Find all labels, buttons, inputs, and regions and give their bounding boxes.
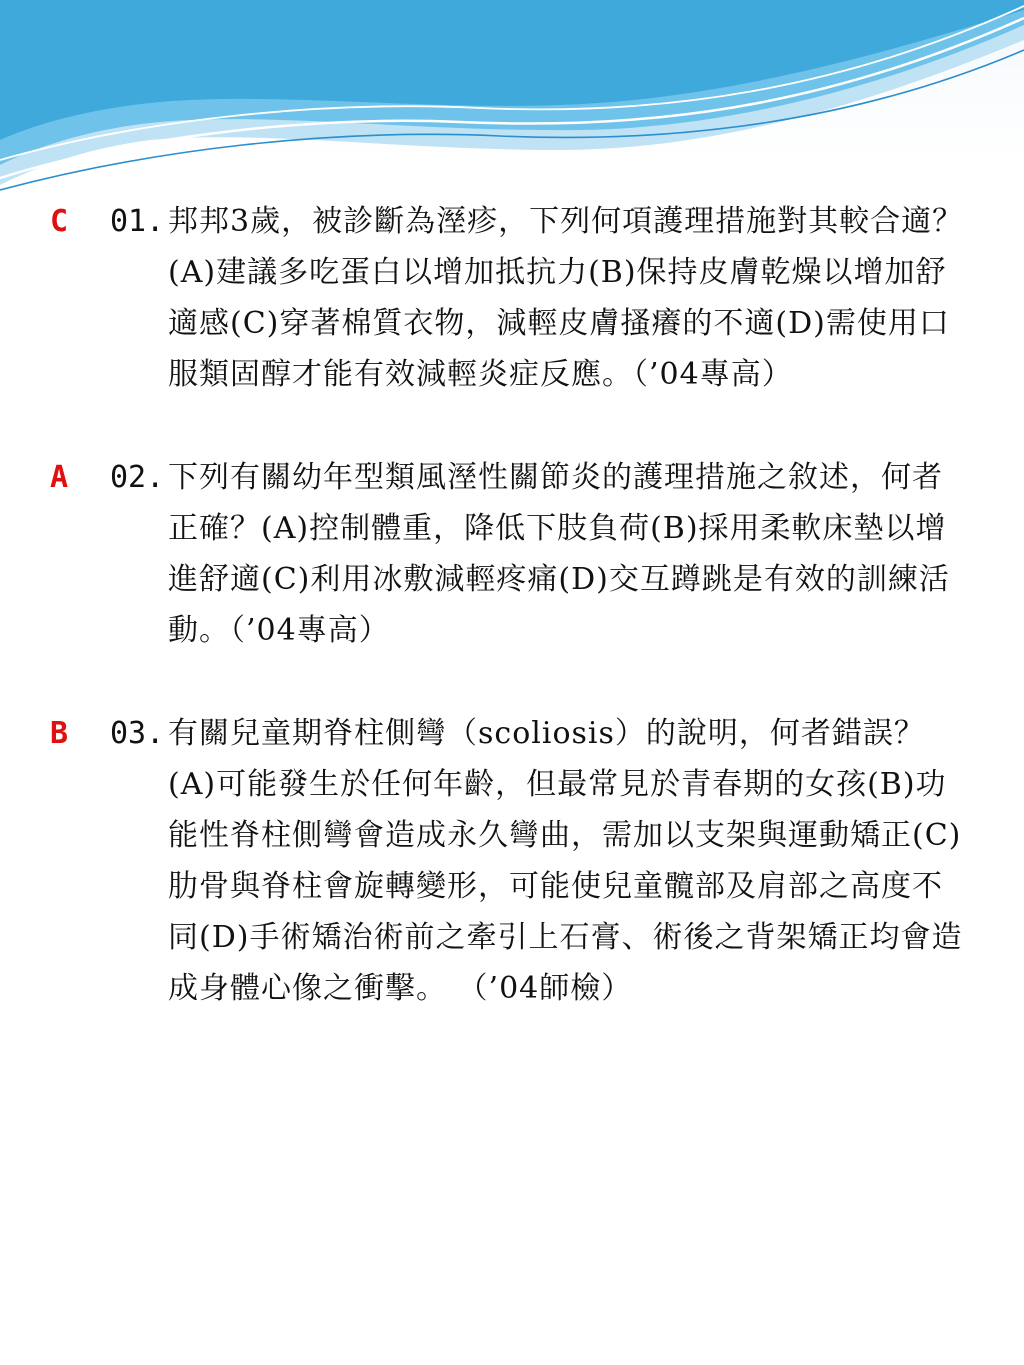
question-item [0,196,1024,400]
wave-header-decoration [0,0,1024,200]
question-text: 有關兒童期脊柱側彎（scoliosis）的說明，何者錯誤？(A)可能發生於任何年齡，但最常見於青春期的女孩(B)功能性脊柱側彎會造成永久彎曲，需加以支架與運動矯正(C)肋骨與脊柱會旋轉變形，可能使兒童髖部及肩部之高度不同(D)手術矯治術前之牽引上石膏、術後之背架矯正均會造成身體心像之衝擊。 （’04師檢） [168,716,963,1006]
question-number: 03. [110,716,165,751]
question-item [0,452,1024,656]
question-text: 下列有關幼年型類風溼性關節炎的護理措施之敘述，何者正確？(A)控制體重，降低下肢負荷(B)採用柔軟床墊以增進舒適(C)利用冰敷減輕疼痛(D)交互蹲跳是有效的訓練活動。（’04專高） [168,460,950,648]
question-text: 邦邦3歲，被診斷為溼疹，下列何項護理措施對其較合適？(A)建議多吃蛋白以增加抵抗力(B)保持皮膚乾燥以增加舒適感(C)穿著棉質衣物，減輕皮膚搔癢的不適(D)需使用口服類固醇才能有效減輕炎症反應。（’04專高） [168,204,964,392]
answer-key: C [50,204,69,239]
question-item [0,708,1024,1014]
question-list [0,196,1024,1066]
answer-key: B [50,716,69,751]
question-number: 02. [110,460,165,495]
question-number: 01. [110,204,165,239]
answer-key: A [50,460,69,495]
